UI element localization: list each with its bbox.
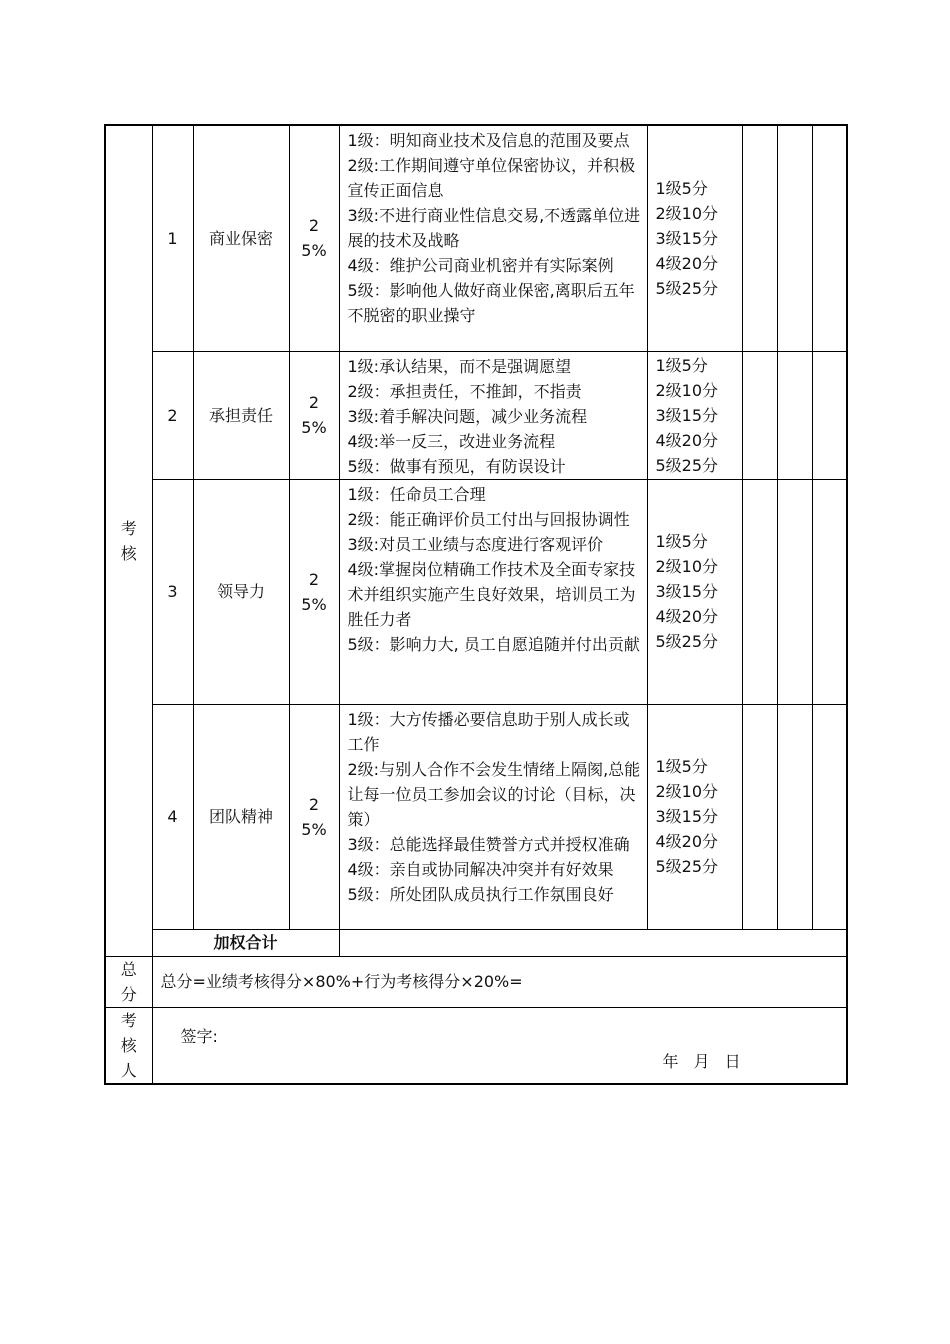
table-row bbox=[105, 125, 847, 351]
score-cell[interactable] bbox=[742, 351, 777, 479]
item-name: 商业保密 bbox=[193, 125, 289, 351]
table-row bbox=[105, 1007, 847, 1084]
date-label: 年 月 日 bbox=[662, 1051, 741, 1071]
score-cell[interactable] bbox=[742, 479, 777, 704]
item-weight: 25% bbox=[289, 704, 339, 929]
level-descriptions: 1级：任命员工合理 2级：能正确评价员工付出与回报协调性 3级:对员工业绩与态度进行客观评价 4级:掌握岗位精确工作技术及全面专家技术并组织实施产生良好效果，培训员工为胜任力者 5级：影响力大, 员工自愿追随并付出贡献 bbox=[339, 479, 647, 704]
item-no: 4 bbox=[152, 704, 193, 929]
level-scores: 1级5分 2级10分 3级15分 4级20分 5级25分 bbox=[647, 704, 742, 929]
score-cell[interactable] bbox=[812, 479, 847, 704]
level-scores: 1级5分 2级10分 3级15分 4级20分 5级25分 bbox=[647, 125, 742, 351]
item-weight: 25% bbox=[289, 125, 339, 351]
appraisal-table bbox=[104, 124, 848, 1085]
item-no: 1 bbox=[152, 125, 193, 351]
item-no: 3 bbox=[152, 479, 193, 704]
reviewer-label: 考核人 bbox=[105, 1007, 152, 1084]
item-no: 2 bbox=[152, 351, 193, 479]
score-cell[interactable] bbox=[742, 704, 777, 929]
score-cell[interactable] bbox=[777, 125, 812, 351]
table-row bbox=[105, 351, 847, 479]
item-weight: 25% bbox=[289, 479, 339, 704]
score-cell[interactable] bbox=[777, 704, 812, 929]
table-row bbox=[105, 956, 847, 1007]
level-descriptions: 1级：大方传播必要信息助于别人成长或工作 2级:与别人合作不会发生情绪上隔阂,总能让每一位员工参加会议的讨论（目标，决策） 3级：总能选择最佳赞誉方式并授权准确 4级：亲自或协同解决冲突并有好效果 5级：所处团队成员执行工作氛围良好 bbox=[339, 704, 647, 929]
score-cell[interactable] bbox=[812, 351, 847, 479]
item-name: 团队精神 bbox=[193, 704, 289, 929]
total-label: 总分 bbox=[105, 956, 152, 1007]
item-weight: 25% bbox=[289, 351, 339, 479]
total-formula: 总分=业绩考核得分×80%+行为考核得分×20%= bbox=[152, 956, 847, 1007]
table-row bbox=[105, 704, 847, 929]
item-name: 领导力 bbox=[193, 479, 289, 704]
weighted-total-value[interactable] bbox=[339, 929, 847, 956]
table-row bbox=[105, 479, 847, 704]
score-cell[interactable] bbox=[812, 125, 847, 351]
weighted-total-label: 加权合计 bbox=[152, 929, 339, 956]
signature-area[interactable] bbox=[152, 1007, 847, 1084]
level-descriptions: 1级：明知商业技术及信息的范围及要点 2级:工作期间遵守单位保密协议，并积极宣传正面信息 3级:不进行商业性信息交易,不透露单位进展的技术及战略 4级：维护公司商业机密并有实际案例 5级：影响他人做好商业保密,离职后五年不脱密的职业操守 bbox=[339, 125, 647, 351]
level-descriptions: 1级:承认结果，而不是强调愿望 2级：承担责任，不推卸，不指责 3级:着手解决问题，减少业务流程 4级:举一反三，改进业务流程 5级：做事有预见，有防误设计 bbox=[339, 351, 647, 479]
score-cell[interactable] bbox=[777, 351, 812, 479]
level-scores: 1级5分 2级10分 3级15分 4级20分 5级25分 bbox=[647, 351, 742, 479]
level-scores: 1级5分 2级10分 3级15分 4级20分 5级25分 bbox=[647, 479, 742, 704]
section-label: 考核 bbox=[105, 125, 152, 956]
item-name: 承担责任 bbox=[193, 351, 289, 479]
score-cell[interactable] bbox=[742, 125, 777, 351]
signature-label: 签字: bbox=[180, 1026, 218, 1046]
table-row bbox=[105, 929, 847, 956]
score-cell[interactable] bbox=[777, 479, 812, 704]
score-cell[interactable] bbox=[812, 704, 847, 929]
